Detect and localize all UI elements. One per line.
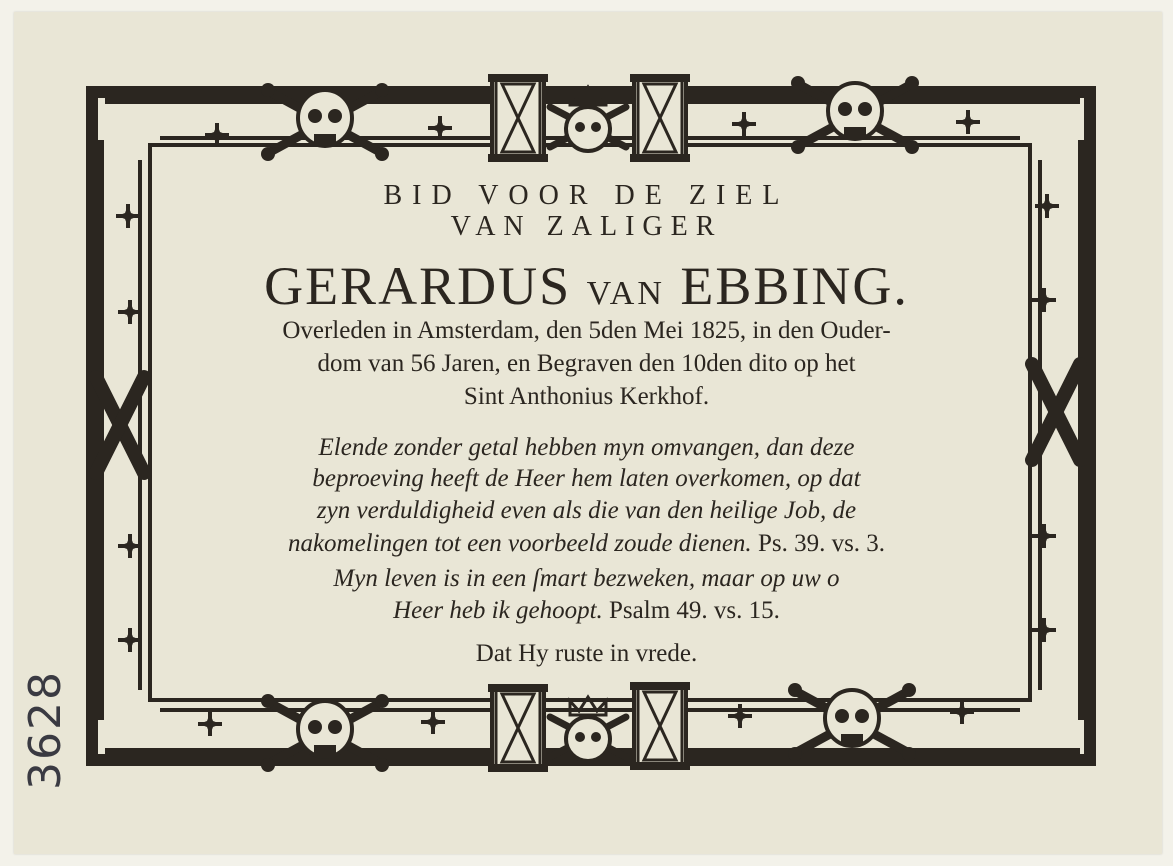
name-middle: VAN [586, 275, 665, 312]
verse-line: Elende zonder getal hebben myn omvangen, dan deze [318, 434, 855, 461]
detail-line: Overleden in Amsterdam, den 5den Mei 1825, in den Ouder- [282, 317, 891, 344]
closing-line: Dat Hy ruste in vrede. [475, 640, 698, 667]
detail-line: dom van 56 Jaren, en Begraven den 10den dito op het [317, 350, 856, 377]
verse-line: zyn verduldigheid even als die van den heilige Job, de [316, 497, 857, 524]
verse-line [0, 597, 1173, 625]
verse-text: Heer heb ik gehoopt. [393, 597, 603, 624]
name-first: GERARDUS [264, 256, 572, 316]
verse-text: nakomelingen tot een voorbeeld zoude dienen. [287, 530, 752, 557]
detail-line: Sint Anthonius Kerkhof. [463, 383, 710, 410]
heading-line-1: BID VOOR DE ZIEL [383, 180, 790, 211]
name-last: EBBING. [680, 256, 909, 316]
verse-line [0, 530, 1173, 558]
verse-line: beproeving heeft de Heer hem laten overkomen, op dat [312, 465, 861, 492]
verse-reference: Psalm 49. vs. 15. [609, 597, 780, 624]
verse-line: Myn leven is in een ſmart bezweken, maar op uw o [333, 565, 840, 592]
handwritten-number: 3628 [20, 670, 71, 790]
verse-reference: Ps. 39. vs. 3. [757, 530, 886, 557]
heading-line-2: VAN ZALIGER [450, 211, 723, 242]
deceased-name [0, 255, 1173, 317]
